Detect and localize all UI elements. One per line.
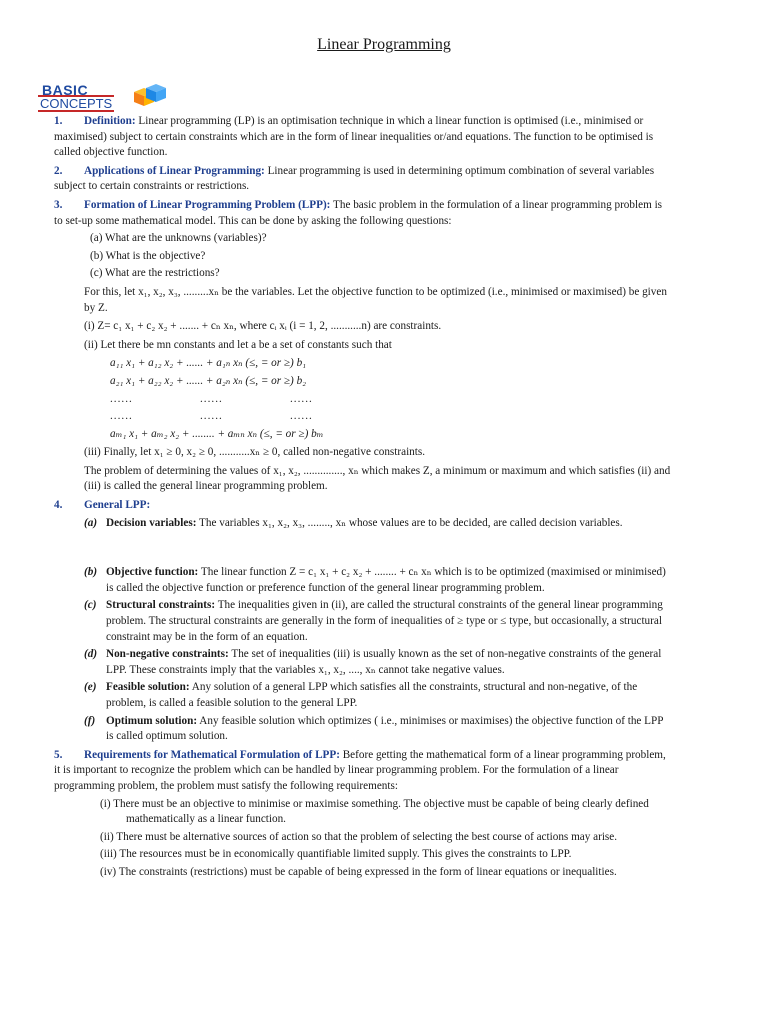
section-heading: General LPP: (84, 499, 151, 512)
section-heading: Applications of Linear Programming: (84, 164, 265, 177)
section-heading: Formation of Linear Programming Problem (LPP): (84, 198, 331, 211)
item-feasible-solution: (e) Feasible solution: Any solution of a general LPP which satisfies all the constraints, structural and non-negative, of the problem, is called a feasible solution to the general LPP. (84, 681, 638, 709)
variables-paragraph: For this, let x₁, x₂, x₃, .........xₙ be the variables. Let the objective function to be optimized (i.e., minimised or maximised) be given by Z. (84, 285, 667, 314)
document-body (54, 114, 672, 884)
section-requirements (54, 748, 672, 881)
constants-line: (ii) Let there be mn constants and let a be a set of constants such that (84, 338, 392, 351)
requirement-4: (iv) The constraints (restrictions) must be capable of being expressed in the form of linear equations or inequalities. (100, 865, 617, 878)
section-text: Linear programming (LP) is an optimisation technique in which a linear function is optimised (i.e., minimised or maximised) subject to certain constraints which are in the form of linear inequalities or/and equations. The function to be optimised is called objective function. (54, 115, 654, 159)
section-number: 5. (54, 748, 63, 761)
item-nonnegative-constraints: (d) Non-negative constraints: The set of inequalities (iii) is usually known as the set of non-negative constraints of the general LPP. These constraints imply that the variables x₁, x₂, ...., xₙ cannot take negative values. (84, 648, 662, 676)
section-heading: Requirements for Mathematical Formulation of LPP: (84, 748, 340, 761)
objective-line: (i) Z= c₁ x₁ + c₂ x₂ + ....... + cₙ xₙ, where cᵢ xᵢ (i = 1, 2, ...........n) are constraints. (84, 320, 442, 333)
section-heading: Definition: (84, 115, 136, 127)
item-optimum-solution: (f) Optimum solution: Any feasible solution which optimizes ( i.e., minimises or maximises) the objective function of the LPP is called optimum solution. (84, 714, 664, 743)
logo-line2: CONCEPTS (40, 96, 113, 111)
section-number: 2. (54, 164, 63, 177)
section-number: 1. (54, 115, 63, 127)
ellipsis-row: ...... ...... ...... (110, 392, 313, 405)
requirement-1: (i) There must be an objective to minimise or maximise something. The objective must be capable of being clearly defined mathematically as a linear function. (100, 797, 649, 826)
section-definition (54, 114, 672, 161)
equation-1: a₁₁ x₁ + a₁₂ x₂ + ...... + a₁ₙ xₙ (≤, = or ≥) b₁ (110, 357, 307, 370)
section-applications (54, 164, 672, 195)
item-structural-constraints: (c) Structural constraints: The inequalities given in (ii), are called the structural constraints of the general linear programming problem. The structural constraints are generally in the form of inequalities of ≥ type or ≤ type, but occasionally, a structural constraint may be in the form of an equation. (84, 599, 663, 643)
nonneg-line: (iii) Finally, let x₁ ≥ 0, x₂ ≥ 0, ...........xₙ ≥ 0, called non-negative constraints. (84, 446, 426, 459)
question-a: (a) What are the unknowns (variables)? (90, 232, 267, 245)
cubes-icon (130, 82, 170, 110)
logo-line1: BASIC (42, 82, 89, 98)
equation-2: a₂₁ x₁ + a₂₂ x₂ + ...... + a₂ₙ xₙ (≤, = or ≥) b₂ (110, 374, 307, 387)
item-objective-function: (b) Objective function: The linear function Z = c₁ x₁ + c₂ x₂ + ........ + cₙ xₙ which is to be optimized (maximised or minimised) is called the objective function or preference function of the general linear programming problem. (84, 566, 666, 594)
page-title: Linear Programming (317, 36, 451, 53)
section-number: 4. (54, 499, 63, 512)
section-text: Linear programming is used in determining optimum combination of several variables subject to certain constraints or restrictions. (54, 164, 655, 193)
question-c: (c) What are the restrictions? (90, 267, 220, 280)
closing-paragraph: The problem of determining the values of x₁, x₂, .............., xₙ which makes Z, a minimum or maximum and which satisfies (ii) and (iii) is called the general linear programming problem. (84, 464, 671, 493)
requirement-3: (iii) The resources must be in economically quantifiable limited supply. This gives the constraints to LPP. (100, 848, 572, 861)
ellipsis-row: ...... ...... ...... (110, 410, 313, 423)
section-general-lpp (54, 498, 672, 745)
item-decision-variables: (a) Decision variables: The variables x₁, x₂, x₃, ........, xₙ whose values are to be decided, are called decision variables. (84, 516, 623, 529)
section-text: Before getting the mathematical form of a linear programming problem, it is important to recognize the problem which can be handled by linear programming problem. For the formulation of a linear programming problem, the problem must satisfy the following requirements: (54, 748, 666, 792)
basic-concepts-logo (38, 82, 168, 112)
equation-m: aₘ₁ x₁ + aₘ₂ x₂ + ........ + aₘₙ xₙ (≤, = or ≥) bₘ (110, 427, 324, 440)
section-formation (54, 198, 672, 495)
section-text: The basic problem in the formulation of a linear programming problem is to set-up some mathematical model. This can be done by asking the following questions: (54, 198, 663, 227)
section-number: 3. (54, 198, 63, 211)
requirement-2: (ii) There must be alternative sources of action so that the problem of selecting the best course of actions may arise. (100, 830, 618, 843)
question-b: (b) What is the objective? (90, 249, 206, 262)
